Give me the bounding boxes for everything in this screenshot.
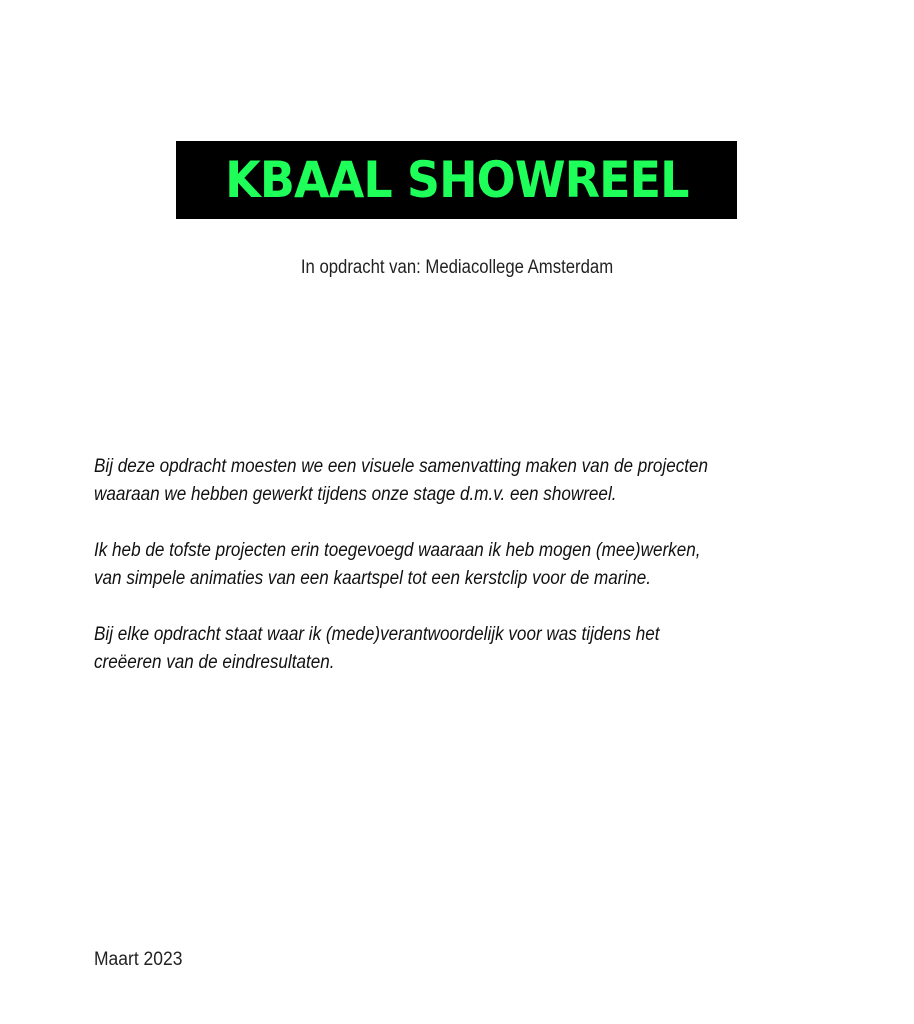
paragraph-line: waaraan we hebben gewerkt tijdens onze stage d.m.v. een showreel. — [94, 484, 617, 505]
paragraph-line: van simpele animaties van een kaartspel tot een kerstclip voor de marine. — [94, 568, 651, 589]
paragraph-3 — [94, 621, 805, 677]
paragraph-1 — [94, 453, 805, 509]
title-banner — [176, 141, 737, 219]
paragraph-2 — [94, 537, 805, 593]
paragraph-line: Ik heb de tofste projecten erin toegevoegd waaraan ik heb mogen (mee)werken, — [94, 540, 701, 561]
paragraph-line: Bij elke opdracht staat waar ik (mede)verantwoordelijk voor was tijdens het — [94, 624, 660, 645]
paragraph-line: Bij deze opdracht moesten we een visuele samenvatting maken van de projecten — [94, 456, 709, 477]
description-body — [94, 453, 805, 705]
page-title: KBAAL SHOWREEL — [224, 151, 689, 209]
client-subtitle: In opdracht van: Mediacollege Amsterdam — [300, 257, 614, 278]
paragraph-line: creëeren van de eindresultaten. — [94, 652, 335, 673]
date-label: Maart 2023 — [94, 949, 183, 970]
